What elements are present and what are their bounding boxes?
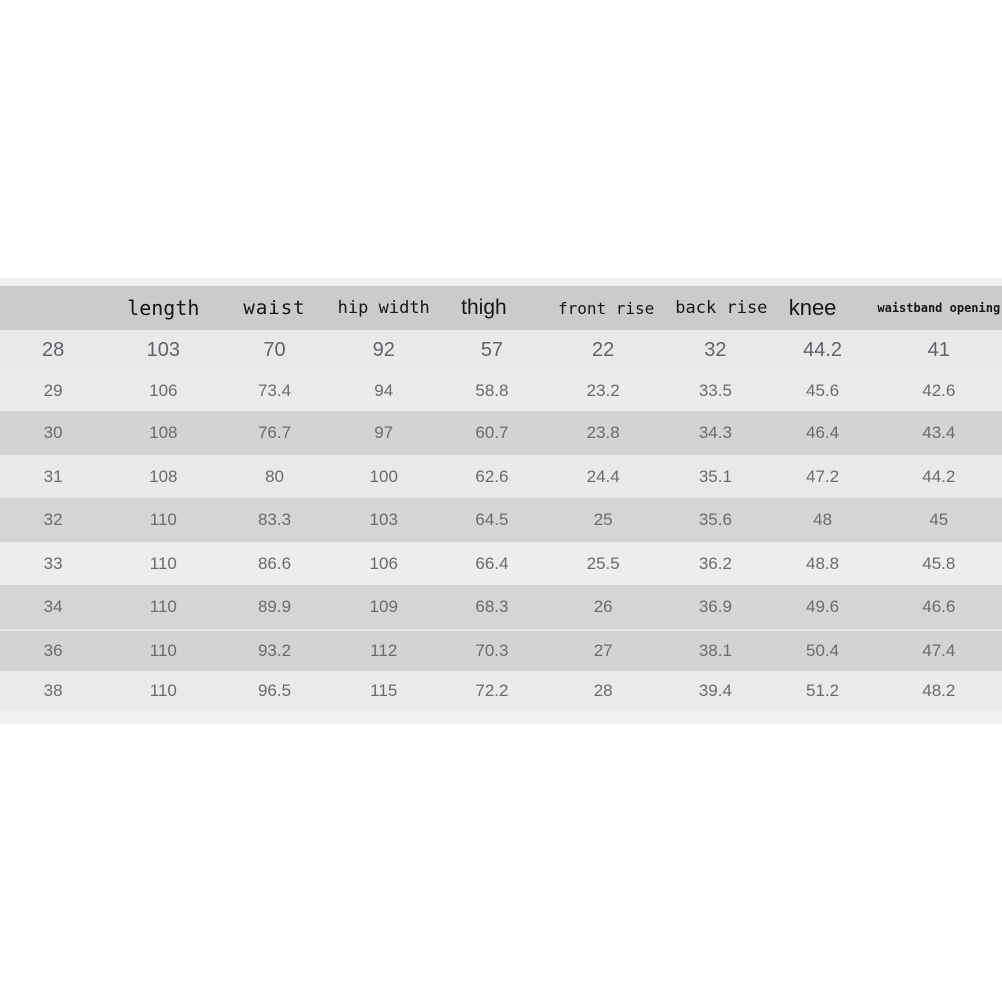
cell-waistband-opening: 42.6 xyxy=(922,381,956,400)
cell-waistband-opening: 45.8 xyxy=(922,553,956,573)
table-row-34 xyxy=(0,585,1002,629)
cell-length: 110 xyxy=(149,641,177,660)
table-row-30 xyxy=(0,411,1002,455)
table-row-28 xyxy=(0,330,1002,371)
cell-back-rise: 35.1 xyxy=(698,466,732,486)
cell-back-rise: 32 xyxy=(704,339,727,361)
cell-hip-width: 112 xyxy=(370,641,398,660)
cell-knee: 49.6 xyxy=(806,597,840,616)
cell-knee: 47.2 xyxy=(806,466,840,486)
header-cell-length: length xyxy=(127,296,200,320)
table-row-36 xyxy=(0,629,1002,671)
size-cell: 32 xyxy=(43,510,63,529)
cell-hip-width: 100 xyxy=(369,466,398,486)
cell-waist: 83.3 xyxy=(257,510,292,529)
size-cell: 38 xyxy=(43,680,63,700)
cell-front-rise: 28 xyxy=(593,680,613,700)
cell-length: 110 xyxy=(149,680,177,700)
cell-knee: 46.4 xyxy=(806,423,840,442)
header-cell-waist: waist xyxy=(243,297,306,319)
header-cell-front-rise: front rise xyxy=(557,298,655,318)
table-row-29 xyxy=(0,371,1002,411)
cell-thigh: 57 xyxy=(480,339,504,361)
table-row-38 xyxy=(0,671,1002,710)
size-cell: 28 xyxy=(41,339,65,361)
cell-back-rise: 39.4 xyxy=(698,680,732,700)
table-row-31 xyxy=(0,455,1002,498)
cell-back-rise: 35.6 xyxy=(698,510,732,529)
cell-thigh: 70.3 xyxy=(475,641,509,660)
cell-length: 103 xyxy=(146,339,180,361)
cell-thigh: 64.5 xyxy=(475,510,509,529)
cell-hip-width: 92 xyxy=(372,339,395,361)
cell-knee: 50.4 xyxy=(806,641,840,660)
cell-knee: 48.8 xyxy=(806,553,840,573)
cell-knee: 45.6 xyxy=(806,381,840,400)
header-cell-back-rise: back rise xyxy=(675,298,768,318)
cell-length: 110 xyxy=(149,553,177,573)
cell-back-rise: 34.3 xyxy=(698,423,732,442)
header-cell-waistband-opening: waistband opening xyxy=(877,301,1001,315)
cell-front-rise: 27 xyxy=(593,641,613,660)
header-cell-thigh: thigh xyxy=(461,296,507,319)
cell-hip-width: 97 xyxy=(374,423,394,442)
header-cell-hip-width: hip width xyxy=(337,298,430,318)
cell-waist: 89.9 xyxy=(257,597,292,616)
size-chart-table xyxy=(0,278,1002,724)
cell-waist: 73.4 xyxy=(257,381,292,400)
cell-knee: 48 xyxy=(813,510,833,529)
size-cell: 36 xyxy=(43,641,63,660)
cell-thigh: 66.4 xyxy=(475,553,509,573)
cell-waist: 76.7 xyxy=(257,423,292,442)
cell-waistband-opening: 45 xyxy=(929,510,949,529)
header-cell-knee: knee xyxy=(788,295,837,320)
cell-waistband-opening: 43.4 xyxy=(922,423,956,442)
cell-length: 110 xyxy=(149,510,177,529)
cell-length: 106 xyxy=(149,381,178,400)
cell-thigh: 58.8 xyxy=(475,381,509,400)
table-bottom-strip xyxy=(0,710,1002,724)
table-top-strip xyxy=(0,278,1002,286)
cell-waistband-opening: 47.4 xyxy=(922,641,956,660)
cell-waist: 80 xyxy=(265,466,284,486)
cell-length: 108 xyxy=(149,466,178,486)
cell-hip-width: 106 xyxy=(369,553,398,573)
table-row-33 xyxy=(0,542,1002,585)
cell-front-rise: 22 xyxy=(592,339,615,361)
cell-waist: 93.2 xyxy=(257,641,292,660)
cell-hip-width: 115 xyxy=(370,680,398,700)
cell-thigh: 60.7 xyxy=(475,423,509,442)
cell-thigh: 68.3 xyxy=(475,597,509,616)
size-cell: 33 xyxy=(43,553,63,573)
cell-hip-width: 109 xyxy=(369,597,398,616)
table-row-32 xyxy=(0,498,1002,542)
size-cell: 29 xyxy=(43,381,63,400)
cell-waist: 86.6 xyxy=(257,553,292,573)
cell-back-rise: 36.9 xyxy=(698,597,732,616)
cell-knee: 44.2 xyxy=(803,339,843,361)
cell-back-rise: 33.5 xyxy=(698,381,732,400)
cell-front-rise: 23.8 xyxy=(586,423,620,442)
cell-length: 110 xyxy=(149,597,177,616)
cell-hip-width: 94 xyxy=(374,381,394,400)
cell-waistband-opening: 46.6 xyxy=(922,597,956,616)
cell-front-rise: 24.4 xyxy=(586,466,620,486)
cell-waistband-opening: 48.2 xyxy=(922,680,956,700)
cell-knee: 51.2 xyxy=(806,680,840,700)
size-cell: 30 xyxy=(43,423,63,442)
cell-back-rise: 36.2 xyxy=(698,553,732,573)
cell-waistband-opening: 41 xyxy=(927,339,950,361)
cell-thigh: 72.2 xyxy=(475,680,509,700)
table-header-row xyxy=(0,286,1002,330)
cell-length: 108 xyxy=(149,423,178,442)
cell-hip-width: 103 xyxy=(369,510,398,529)
cell-front-rise: 26 xyxy=(593,597,613,616)
cell-front-rise: 23.2 xyxy=(586,381,620,400)
size-cell: 34 xyxy=(43,597,63,616)
cell-waist: 96.5 xyxy=(257,680,292,700)
size-cell: 31 xyxy=(43,466,63,486)
cell-thigh: 62.6 xyxy=(475,466,509,486)
cell-front-rise: 25.5 xyxy=(586,553,620,573)
cell-back-rise: 38.1 xyxy=(698,641,732,660)
cell-waistband-opening: 44.2 xyxy=(922,466,956,486)
cell-waist: 70 xyxy=(263,339,286,361)
cell-front-rise: 25 xyxy=(593,510,613,529)
